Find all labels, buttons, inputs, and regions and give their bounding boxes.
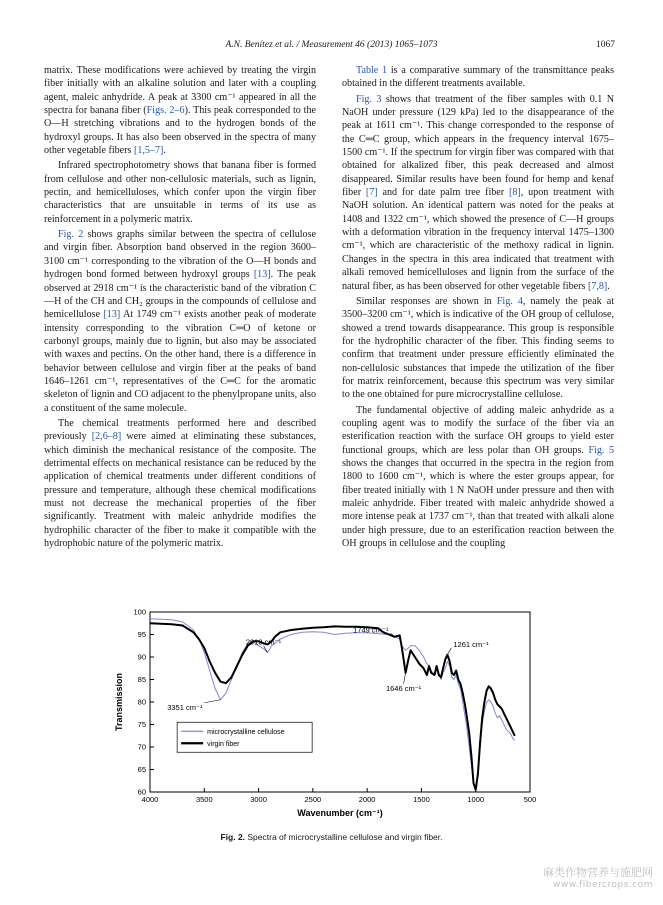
page-number: 1067 (596, 40, 615, 50)
annotation-leader (204, 700, 220, 703)
citation-link[interactable]: [7,8] (587, 280, 608, 292)
y-tick-label: 70 (137, 742, 146, 752)
paragraph (342, 295, 614, 402)
citation-link[interactable]: [2,6–8] (91, 431, 122, 443)
text-run: and for date palm tree fiber (377, 187, 509, 199)
y-tick-label: 80 (137, 697, 146, 707)
x-tick-label: 3500 (195, 795, 213, 804)
text-run: , namely the peak at 3500–3200 cm⁻¹, which is indicative of the OH group of cellulose, showed a trend towards disappearance. This group is responsible for the hydrophilic character of the fiber. This finding seems to confirm that treatment under pressure efficiently eliminated the non-cellulosic substances that impede the utilization of the fiber for matrix reinforcement, because this spectrum was very similar to the one obtained for pure microcrystalline cellulose. (342, 295, 614, 401)
citation-link[interactable]: Fig. 4 (496, 295, 523, 307)
legend-label: microcrystalline cellulose (207, 728, 285, 736)
text-run: shows the changes that occurred in the spectra in the region from 1800 to 1600 cm⁻¹, which is where the ester groups appear, for fiber treated initially with 1 N NaOH under pressure and then with maleic anhydride. Fiber treated with maleic anhydride showed a more intense peak at 1737 cm⁻¹, than that treated with alkali alone under high pressure, due to an esterification reaction between the OH groups in cellulose and the coupling (342, 457, 614, 550)
figure-caption-label: Fig. 2. (220, 832, 246, 842)
text-run: ). This peak corresponded to the O—H stretching vibrations and to the hydrogen bonds of the hydroxyl groups. It has also been observed in the spectra of many other vegetable fibers (44, 105, 316, 157)
peak-annotation: 1646 cm⁻¹ (385, 683, 422, 693)
text-run: shows graphs similar between the spectra of cellulose and virgin fiber. Absorption band observed in the region 3600–3100 cm⁻¹ corresponding to the vibration of the O—H bonds and hydrogen bond formed between hydroxyl groups (44, 229, 316, 281)
citation-link[interactable]: [1,5–7] (133, 145, 164, 157)
text-run: is a comparative summary of the transmittance peaks obtained in the different treatments available. (342, 65, 614, 90)
citation-link[interactable]: [13] (253, 269, 271, 281)
text-run: shows that treatment of the fiber samples with 0.1 N NaOH under pressure (129 kPa) led to the disappearance of the peak at 1611 cm⁻¹. This change corresponded to the response of the C═C group, which appears in the frequency interval 1675–1500 cm⁻¹. If the spectrum for virgin fiber was compared with that obtained for alkalized fiber, this peak decreased and almost disappeared. Similar results have been found for hemp and kenaf fiber (342, 93, 614, 199)
ftir-spectrum-chart (110, 604, 550, 826)
x-tick-label: 1500 (413, 795, 430, 804)
text-run: Infrared spectrophotometry shows that banana fiber is formed from cellulose and other non-cellulosic materials, such as lignin, pectin, and hemicelluloses, which confer upon the virgin fiber characteristics that are unsuitable in terms of its use as reinforcement in a polymeric matrix. (44, 160, 316, 225)
y-tick-label: 60 (137, 787, 146, 797)
paragraph (44, 64, 316, 157)
watermark-text: 麻类作物营养与施肥网 (543, 866, 653, 879)
text-run: Similar responses are shown in (356, 295, 497, 307)
y-axis-label: Transmission (114, 672, 124, 732)
text-run: At 1749 cm⁻¹ exists another peak of moderate intensity corresponding to the vibration C═O of ketone or carbonyl groups, mainly due to lignin, but also may be associated with waxes and pectins. On the other hand, there is a difference in behavior between cellulose and virgin fiber at the peaks of band 1646–1261 cm⁻¹, representatives of the C═C for the aromatic skeleton of lignin and CO adjacent to the phenylpropane units, also a constituent of the same molecule. (44, 309, 316, 414)
paragraph (342, 404, 614, 551)
text-run: were aimed at eliminating these substances, which diminish the mechanical resistance of the composite. The detrimental effects on mechanical resistance can be reduced by the application of chemical treatments under different conditions of pressure and temperature, although these chemical modifications must not decrease the mechanical properties of the fiber significantly. Treatment with maleic anhydride modifies the hydrophilic character of the fiber to make it compatible with the hydrophobic nature of the polymeric matrix. (44, 431, 316, 550)
figure-2 (110, 604, 550, 826)
citation-link[interactable]: Fig. 3 (356, 93, 382, 105)
peak-annotation: 2918 cm⁻¹ (245, 637, 282, 647)
citation-link[interactable]: Fig. 5 (588, 444, 614, 456)
site-watermark (543, 867, 653, 891)
left-text-column (44, 64, 316, 584)
text-run: The fundamental objective of adding maleic anhydride as a coupling agent was to modify the surface of the fiber via an esterification reaction with the surface OH groups to yield ester functional groups, which are less polar than OH groups. (342, 404, 614, 456)
legend-box (177, 722, 312, 752)
paragraph (44, 417, 316, 550)
citation-link[interactable]: [13] (103, 309, 121, 321)
text-run: . The peak observed at 2918 cm⁻¹ is the characteristic band of the vibration C—H of the CH and CH₂ groups in the compounds of cellulose and hemicellulose (44, 269, 316, 321)
annotation-leader (447, 648, 451, 655)
x-tick-label: 2000 (358, 795, 376, 804)
citation-link[interactable]: [8] (508, 187, 521, 199)
citation-link[interactable]: Fig. 2 (58, 229, 84, 241)
text-run: , upon treatment with NaOH solution. An identical pattern was noted for the peaks at 1408 and 1322 cm⁻¹, which showed the presence of C—H groups with a deformation vibration in the frequency interval 1475–1300 cm⁻¹, which are characteristic of the methoxy radical in lignin. Changes in the spectra in this area indicated that treatment with alkali removed hemicelluloses and lignin from the surface of the natural fiber, as has been observed for other vegetable fibers (342, 187, 614, 292)
legend-label: virgin fiber (207, 740, 240, 748)
x-axis-label: Wavenumber (cm⁻¹) (297, 808, 383, 818)
y-tick-label: 85 (137, 675, 146, 684)
paragraph (44, 159, 316, 226)
text-run: matrix. These modifications were achieved by treating the virgin fiber initially with an alkaline solution and later with a coupling agent, maleic anhydride. A peak at 3300 cm⁻¹ appeared in all the spectra for banana fiber ( (44, 65, 316, 117)
x-tick-label: 4000 (141, 795, 159, 804)
y-tick-label: 90 (137, 652, 146, 662)
peak-annotation: 1749 cm⁻¹ (353, 625, 389, 635)
journal-citation: A.N. Benítez et al. / Measurement 46 (2013) 1065–1073 (225, 40, 438, 50)
text-run: . (163, 145, 166, 157)
y-tick-label: 95 (137, 630, 146, 639)
y-tick-label: 65 (137, 765, 146, 774)
citation-link[interactable]: Table 1 (356, 65, 388, 76)
x-tick-label: 2500 (304, 795, 322, 804)
text-run: The chemical treatments performed here and described previously (44, 417, 316, 443)
y-tick-label: 100 (133, 607, 146, 617)
annotation-leader (404, 673, 406, 684)
peak-annotation: 1261 cm⁻¹ (453, 639, 489, 649)
running-header (48, 40, 615, 54)
figure-caption (0, 832, 663, 842)
watermark-url: www.fibercrops.com (553, 880, 653, 890)
citation-link[interactable]: Figs. 2–6 (146, 105, 185, 117)
x-tick-label: 500 (523, 795, 537, 804)
paragraph (44, 228, 316, 415)
x-tick-label: 1000 (467, 795, 485, 804)
x-tick-label: 3000 (250, 795, 267, 804)
y-tick-label: 75 (137, 720, 146, 729)
peak-annotation: 3351 cm⁻¹ (167, 702, 203, 712)
citation-link[interactable]: [7] (365, 187, 378, 199)
figure-caption-text: Spectra of microcrystalline cellulose and virgin fiber. (245, 832, 443, 842)
paragraph (342, 93, 614, 293)
right-text-column (342, 64, 614, 584)
text-run: . (607, 280, 610, 292)
paragraph (342, 64, 614, 91)
